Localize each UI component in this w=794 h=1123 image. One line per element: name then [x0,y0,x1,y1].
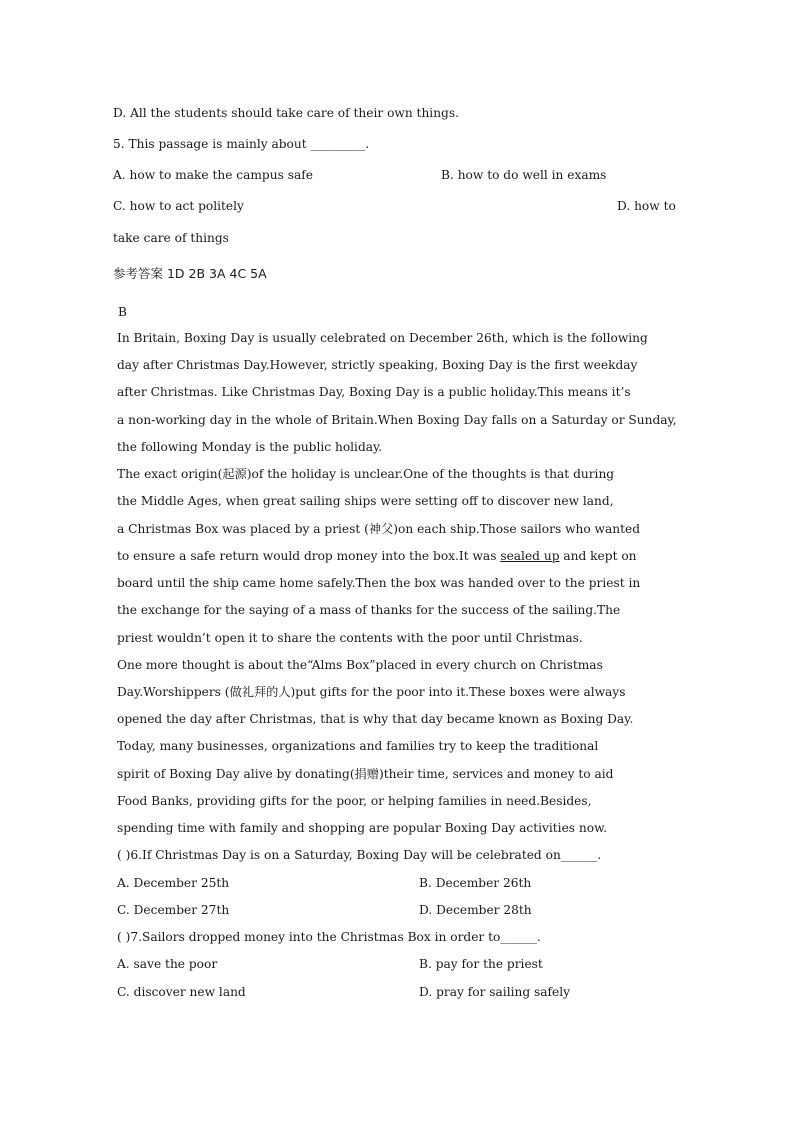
question-6-option-d: D. December 28th [419,903,532,917]
question-6-option-c: C. December 27th [117,903,230,917]
passage-line: Day.Worshippers (做礼拜的人)put gifts for the poor into it.These boxes were always [117,685,626,699]
section-b-label: B [118,305,127,319]
question-7-option-c: C. discover new land [117,985,246,999]
passage-line: Food Banks, providing gifts for the poor, or helping families in need.Besides, [117,794,592,808]
passage-line: the following Monday is the public holiday. [117,440,383,454]
passage-line: a Christmas Box was placed by a priest (神父)on each ship.Those sailors who wanted [117,522,641,536]
passage-line: after Christmas. Like Christmas Day, Boxing Day is a public holiday.This means it’s [117,385,631,399]
question-5-option-a: A. how to make the campus safe [113,168,313,182]
passage-line: spending time with family and shopping are popular Boxing Day activities now. [117,821,607,835]
passage-line: spirit of Boxing Day alive by donating(捐赠)their time, services and money to aid [117,767,614,781]
question-7-option-b: B. pay for the priest [419,957,543,971]
passage-line: a non-working day in the whole of Britain.When Boxing Day falls on a Saturday or Sunday, [117,413,677,427]
passage-line [117,548,637,564]
question-6-option-a: A. December 25th [117,876,230,890]
question-4-option-d: D. All the students should take care of their own things. [113,106,459,120]
question-6-stem: ( )6.If Christmas Day is on a Saturday, Boxing Day will be celebrated on______. [117,848,602,862]
question-5-option-b: B. how to do well in exams [441,168,607,182]
question-7-stem: ( )7.Sailors dropped money into the Christmas Box in order to______. [117,930,541,944]
question-7-option-a: A. save the poor [117,957,218,971]
question-5-option-c: C. how to act politely [113,199,244,213]
passage-text: to ensure a safe return would drop money into the box.It was [117,549,501,563]
underlined-phrase: sealed up [500,549,560,563]
passage-line: In Britain, Boxing Day is usually celebrated on December 26th, which is the following [117,331,648,345]
passage-line: Today, many businesses, organizations and families try to keep the traditional [117,739,599,753]
passage-line: day after Christmas Day.However, strictly speaking, Boxing Day is the first weekday [117,358,638,372]
question-5-option-d-start: D. how to [617,199,676,213]
passage-line: opened the day after Christmas, that is why that day became known as Boxing Day. [117,712,634,726]
answer-key: 参考答案 1D 2B 3A 4C 5A [113,266,267,281]
question-5-stem: 5. This passage is mainly about _________. [113,137,370,151]
passage-line: the Middle Ages, when great sailing ships were setting off to discover new land, [117,494,614,508]
question-5-option-d-end: take care of things [113,231,229,245]
passage-line: One more thought is about the“Alms Box”placed in every church on Christmas [117,658,603,672]
passage-line: the exchange for the saying of a mass of thanks for the success of the sailing.The [117,603,621,617]
passage-line: The exact origin(起源)of the holiday is unclear.One of the thoughts is that during [117,467,615,481]
passage-line: priest wouldn’t open it to share the contents with the poor until Christmas. [117,631,583,645]
question-7-option-d: D. pray for sailing safely [419,985,571,999]
passage-line: board until the ship came home safely.Then the box was handed over to the priest in [117,576,641,590]
question-6-option-b: B. December 26th [419,876,532,890]
passage-text: and kept on [559,549,637,563]
